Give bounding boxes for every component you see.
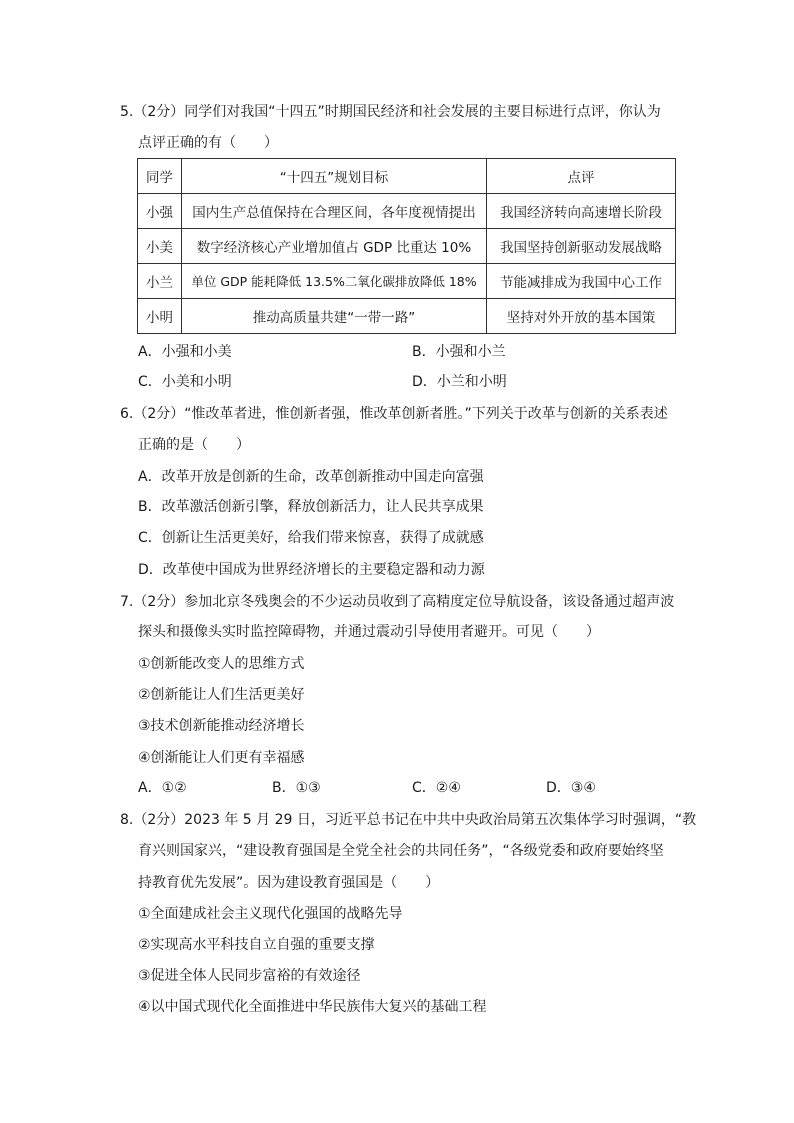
q7-option-b[interactable]: B．①③ [272, 780, 321, 796]
table-cell: 国内生产总值保持在合理区间，各年度视情提出 [182, 194, 487, 229]
q8-item-2: ②实现高水平科技自立自强的重要支撑 [138, 937, 375, 953]
q6-stem-line1: 6.（2分）“惟改革者进，惟创新者强，惟改革创新者胜。”下列关于改革与创新的关系表述 [120, 406, 668, 422]
q7-stem-line1: 7.（2分）参加北京冬残奥会的不少运动员收到了高精度定位导航设备，该设备通过超声波 [120, 594, 675, 610]
q5-option-b[interactable]: B．小强和小兰 [412, 344, 506, 360]
table-header-cell: 同学 [138, 159, 182, 194]
q7-item-3: ③技术创新能推动经济增长 [138, 718, 305, 734]
q8-stem-line1: 8.（2分）2023 年 5 月 29 日，习近平总书记在中共中央政治局第五次集体学习时强调，“教 [120, 812, 697, 828]
table-cell: 单位 GDP 能耗降低 13.5%二氧化碳排放降低 18% [182, 264, 487, 299]
table-header-cell: “十四五”规划目标 [182, 159, 487, 194]
table-header-cell: 点评 [487, 159, 676, 194]
table-header-row [138, 159, 676, 194]
q5-plan-table [137, 158, 676, 334]
table-row [138, 299, 676, 334]
table-cell: 小强 [138, 194, 182, 229]
q7-item-4: ④创渐能让人们更有幸福感 [138, 750, 305, 766]
table-cell: 数字经济核心产业增加值占 GDP 比重达 10% [182, 229, 487, 264]
q8-item-1: ①全面建成社会主义现代化强国的战略先导 [138, 906, 403, 922]
table-cell: 坚持对外开放的基本国策 [487, 299, 676, 334]
table-cell: 推动高质量共建“一带一路” [182, 299, 487, 334]
q8-stem-line2: 育兴则国家兴，“建设教育强国是全党全社会的共同任务”，“各级党委和政府要始终坚 [138, 843, 664, 859]
q7-option-c[interactable]: C．②④ [412, 780, 461, 796]
q7-item-1: ①创新能改变人的思维方式 [138, 656, 305, 672]
q8-item-3: ③促进全体人民同步富裕的有效途径 [138, 968, 361, 984]
q5-stem-line2: 点评正确的有（ ） [138, 135, 278, 151]
table-cell: 我国坚持创新驱动发展战略 [487, 229, 676, 264]
q8-stem-line3: 持教育优先发展”。因为建设教育强国是（ ） [138, 875, 440, 891]
q6-option-a[interactable]: A．改革开放是创新的生命，改革创新推动中国走向富强 [138, 469, 484, 485]
q5-option-c[interactable]: C．小美和小明 [138, 374, 232, 390]
q5-option-a[interactable]: A．小强和小美 [138, 344, 232, 360]
q6-option-b[interactable]: B．改革激活创新引擎，释放创新活力，让人民共享成果 [138, 499, 484, 515]
table-cell: 小明 [138, 299, 182, 334]
q7-option-a[interactable]: A．①② [138, 780, 187, 796]
q6-option-c[interactable]: C．创新让生活更美好，给我们带来惊喜，获得了成就感 [138, 530, 484, 546]
q6-stem-line2: 正确的是（ ） [138, 437, 250, 453]
table-row [138, 264, 676, 299]
q7-item-2: ②创新能让人们生活更美好 [138, 687, 305, 703]
table-row [138, 194, 676, 229]
q5-stem-line1: 5.（2分）同学们对我国“十四五”时期国民经济和社会发展的主要目标进行点评，你认为 [120, 104, 661, 120]
q5-option-d[interactable]: D．小兰和小明 [412, 374, 507, 390]
q8-item-4: ④以中国式现代化全面推进中华民族伟大复兴的基础工程 [138, 999, 487, 1015]
q7-option-d[interactable]: D．③④ [546, 780, 596, 796]
q7-stem-line2: 探头和摄像头实时监控障碍物，并通过震动引导使用者避开。可见（ ） [138, 624, 600, 640]
table-cell: 小美 [138, 229, 182, 264]
table-row [138, 229, 676, 264]
table-cell: 节能减排成为我国中心工作 [487, 264, 676, 299]
table-cell: 我国经济转向高速增长阶段 [487, 194, 676, 229]
q6-option-d[interactable]: D．改革使中国成为世界经济增长的主要稳定器和动力源 [138, 562, 485, 578]
table-cell: 小兰 [138, 264, 182, 299]
